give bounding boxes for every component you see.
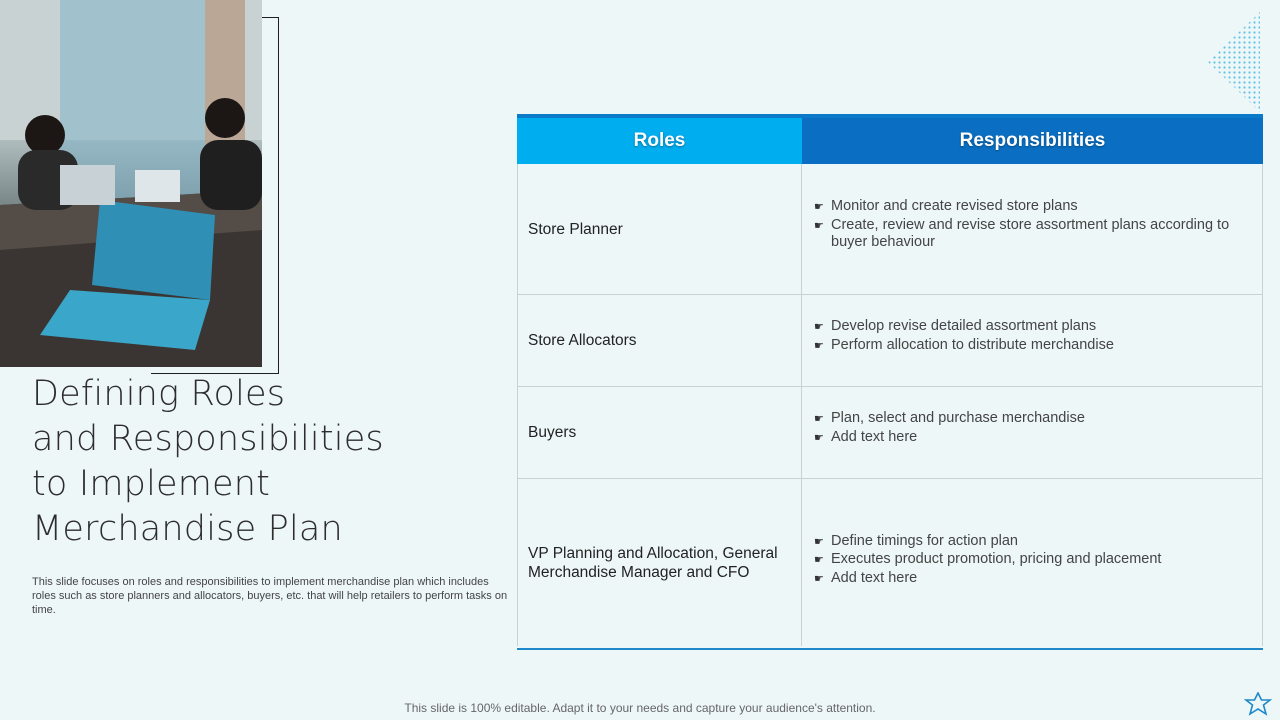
list-item [814,318,1242,337]
list-item [814,429,1242,448]
header-roles: Roles [517,118,802,164]
table-row [517,164,1263,295]
slide-description: This slide focuses on roles and responsibilities to implement merchandise plan which includes roles such as store planners and allocators, buyers, etc. that will help retailers to perform tasks on time. [32,576,508,616]
list-item-text: Perform allocation to distribute merchandise [831,336,1114,353]
list-item-text: Monitor and create revised store plans [831,198,1078,215]
list-item [814,410,1242,429]
list-item-text: Develop revise detailed assortment plans [831,318,1097,334]
role-cell: Buyers [517,387,802,478]
title-line: and Responsibilities [32,419,384,459]
responsibility-cell [802,164,1263,294]
pointing-hand-icon: ☛ [814,219,824,232]
title-line: to Implement [32,464,271,504]
responsibility-cell [802,479,1263,646]
list-item [814,551,1242,570]
title-line: Merchandise Plan [32,509,343,549]
list-item [814,570,1242,589]
list-item-text: Add text here [831,428,918,445]
list-item-text: Define timings for action plan [831,532,1018,549]
page-title [32,372,472,552]
header-responsibilities: Responsibilities [802,118,1263,164]
pointing-hand-icon: ☛ [814,572,824,585]
pointing-hand-icon: ☛ [814,535,824,548]
list-item [814,533,1242,552]
meeting-photo [0,0,262,367]
responsibility-cell [802,295,1263,386]
pointing-hand-icon: ☛ [814,554,824,567]
pointing-hand-icon: ☛ [814,321,824,333]
roles-table [517,114,1263,650]
table-row [517,295,1263,387]
list-item [814,198,1242,217]
table-row [517,387,1263,479]
list-item-text: Create, review and revise store assortment plans according to buyer behaviour [831,216,1230,251]
footer-note: This slide is 100% editable. Adapt it to your needs and capture your audience's attention. [404,701,876,715]
pointing-hand-icon: ☛ [814,413,824,425]
pointing-hand-icon: ☛ [814,201,824,214]
responsibility-cell [802,387,1263,478]
list-item [814,217,1242,252]
list-item-text: Plan, select and purchase merchandise [831,410,1085,426]
dotted-diamond-decoration [1202,10,1262,114]
role-cell: VP Planning and Allocation, General Merchandise Manager and CFO [517,479,802,646]
role-cell: Store Allocators [517,295,802,386]
table-header [517,114,1263,164]
list-item-text: Add text here [831,569,918,586]
table-row [517,479,1263,646]
list-item [814,337,1242,356]
role-cell: Store Planner [517,164,802,294]
pointing-hand-icon: ☛ [814,431,824,444]
pointing-hand-icon: ☛ [814,339,824,352]
title-line: Defining Roles [32,374,286,414]
list-item-text: Executes product promotion, pricing and placement [831,551,1162,568]
star-logo-icon [1244,692,1272,718]
